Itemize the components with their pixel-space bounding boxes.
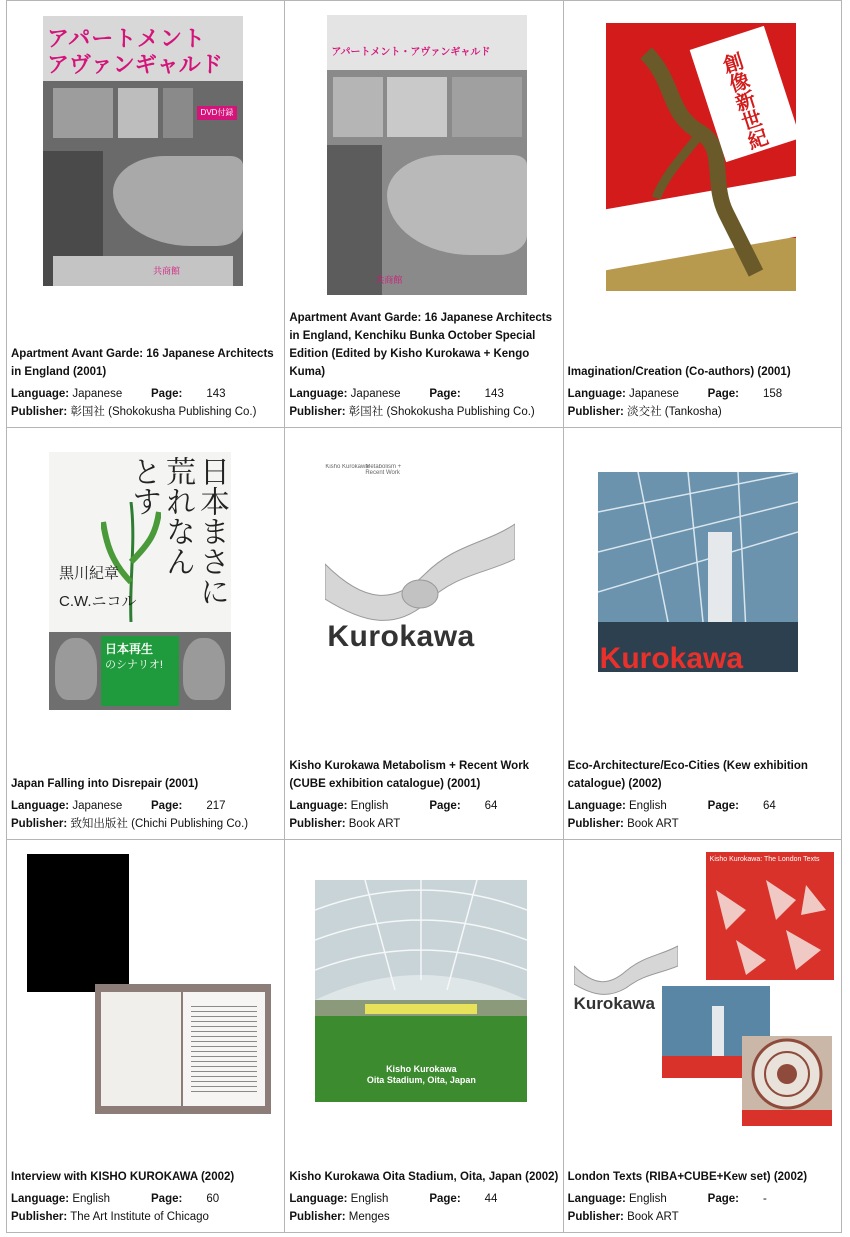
book-cell [7,428,285,840]
page-label: Page: [151,1193,183,1205]
publisher-label: Publisher: [567,406,624,418]
page-value: 64 [484,800,498,812]
publisher-value: Book ART [627,818,679,830]
language-value: English [350,1193,389,1205]
book-catalog-table [6,0,842,1233]
publisher-value: 淡交社 (Tankosha) [627,406,722,418]
cover-red-title: Kisho Kurokawa: The London Texts [709,856,820,863]
book-cell [563,840,841,1233]
book-title: Kisho Kurokawa Oita Stadium, Oita, Japan (2002) [289,1171,559,1183]
book-cover-japan-falling [49,452,231,710]
cover-headline: アパートメント・アヴァンギャルド [331,47,491,58]
book-info [289,757,560,833]
publisher-label: Publisher: [11,1211,68,1223]
book-cover-london-texts-dome [742,1036,832,1126]
wave-illustration-icon [325,504,515,624]
book-cell [285,840,563,1233]
publisher-value: Book ART [627,1211,679,1223]
book-photo-open-pages [95,984,271,1114]
dome-illustration-icon [742,1036,832,1126]
book-info [11,1168,282,1226]
page-label: Page: [707,1193,739,1205]
publisher-label: Publisher: [289,818,346,830]
language-label: Language: [289,800,348,812]
book-cell [563,1,841,428]
cover-publisher-mark: 共商館 [153,266,181,276]
cover-headline: 創像新世紀 [716,49,771,153]
book-cover-apartment-avant-garde [43,16,243,286]
language-value: Japanese [350,388,401,400]
language-value: Japanese [72,388,123,400]
cover-small-text: Metabolism + Recent Work [365,464,402,476]
book-title: Apartment Avant Garde: 16 Japanese Architects in England, Kenchiku Bunka October Special Edition (Edited by Kisho Kurokawa + Kengo Kuma) [289,312,553,378]
book-cover-interview-black [27,854,129,992]
cover-headline: とす [126,456,161,516]
book-info [11,775,282,833]
book-title: Interview with KISHO KUROKAWA (2002) [11,1171,235,1183]
page-value: 44 [484,1193,498,1205]
cover-small-text: Kisho Kurokawa [325,464,369,470]
book-title: London Texts (RIBA+CUBE+Kew set) (2002) [567,1171,808,1183]
book-cell [7,1,285,428]
page-label: Page: [151,800,183,812]
book-info [11,345,282,421]
publisher-value: The Art Institute of Chicago [70,1211,209,1223]
language-label: Language: [289,1193,348,1205]
book-title: Japan Falling into Disrepair (2001) [11,778,199,790]
book-title: Imagination/Creation (Co-authors) (2001) [567,366,791,378]
publisher-value: Book ART [348,818,401,830]
book-title: Apartment Avant Garde: 16 Japanese Architects in England (2001) [11,348,274,378]
book-info [568,757,839,833]
language-value: English [629,1193,667,1205]
publisher-value: 彰国社 (Shokokusha Publishing Co.) [348,406,535,418]
publisher-label: Publisher: [11,406,68,418]
language-value: Japanese [72,800,123,812]
book-cover-oita-stadium [315,880,527,1102]
page-label: Page: [429,388,461,400]
book-cell [285,1,563,428]
book-cover-imagination-creation [606,23,796,291]
cover-band: のシナリオ! [105,659,163,671]
book-cell [563,428,841,840]
publisher-value: 致知出版社 (Chichi Publishing Co.) [70,818,249,830]
language-value: English [350,800,389,812]
book-cover-metabolism-recent-work [325,464,515,664]
book-title: Eco-Architecture/Eco-Cities (Kew exhibition catalogue) (2002) [567,760,808,790]
book-cell [285,428,563,840]
cover-wordmark: Kurokawa [573,994,655,1013]
language-label: Language: [11,1193,70,1205]
language-label: Language: [567,800,626,812]
page-label: Page: [707,388,739,400]
publisher-value: Menges [348,1211,390,1223]
language-value: English [72,1193,111,1205]
page-value: 158 [762,388,783,400]
cover-badge: DVD付録 [197,106,237,120]
page-label: Page: [151,388,183,400]
cover-headline: 荒れなん [160,456,195,576]
language-value: Japanese [629,388,679,400]
page-value: 143 [206,388,226,400]
publisher-label: Publisher: [289,406,346,418]
publisher-label: Publisher: [567,1211,624,1223]
cover-author: C.W.ニコル [59,593,137,610]
page-value: 64 [762,800,776,812]
language-label: Language: [11,800,70,812]
page-value: 217 [206,800,226,812]
language-label: Language: [567,1193,626,1205]
page-value: 143 [484,388,504,400]
book-cover-eco-architecture [598,472,798,672]
cover-headline: アヴァンギャルド [47,52,223,77]
publisher-label: Publisher: [289,1211,346,1223]
cover-caption: Kisho Kurokawa [386,1064,457,1074]
page-label: Page: [429,1193,461,1205]
language-value: English [629,800,667,812]
cover-publisher-mark: 共商館 [375,275,403,285]
book-info [289,309,560,421]
language-label: Language: [289,388,348,400]
page-value: 60 [206,1193,220,1205]
publisher-label: Publisher: [567,818,624,830]
book-info [568,1168,839,1226]
page-label: Page: [707,800,739,812]
cover-wordmark: Kurokawa [599,642,744,672]
book-info [568,363,839,421]
cover-band: 日本再生 [105,642,154,656]
pattern-illustration-icon [706,870,834,980]
cover-headline: アパートメント [47,26,207,51]
publisher-value: 彰国社 (Shokokusha Publishing Co.) [70,406,257,418]
book-cell [7,840,285,1233]
language-label: Language: [567,388,626,400]
page-label: Page: [429,800,461,812]
publisher-label: Publisher: [11,818,68,830]
cover-caption: Oita Stadium, Oita, Japan [366,1075,476,1085]
cover-wordmark: Kurokawa [327,620,475,653]
book-cover-apartment-avant-garde-special [327,15,527,295]
cover-headline: 日本まさに [194,456,229,606]
book-info [289,1168,560,1226]
language-label: Language: [11,388,70,400]
cover-author: 黒川紀章 [59,565,120,582]
book-cover-london-texts-red [706,852,834,980]
book-title: Kisho Kurokawa Metabolism + Recent Work (CUBE exhibition catalogue) (2001) [289,760,530,790]
page-value: - [762,1193,767,1205]
